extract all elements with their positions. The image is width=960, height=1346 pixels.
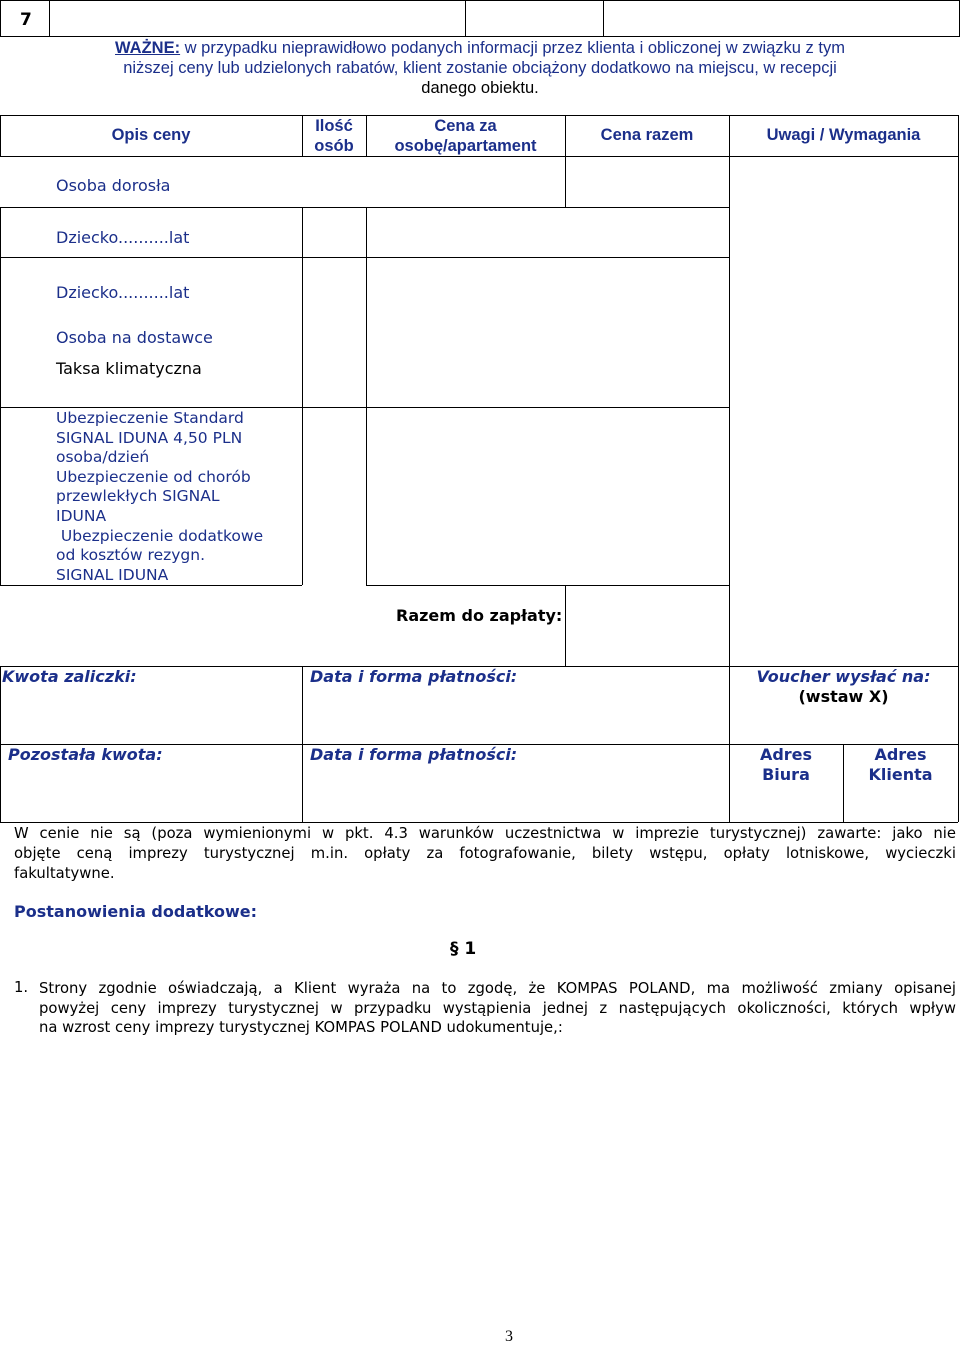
header-uwagi: Uwagi / Wymagania xyxy=(766,126,921,144)
pozostala-kwota-label: Pozostała kwota: xyxy=(8,745,163,764)
row-osoba-dorosla: Osoba dorosła xyxy=(56,176,171,195)
warning-line-2: niższej ceny lub udzielonych rabatów, klient zostanie obciążony dodatkowo na miejscu, w recepcji xyxy=(123,59,837,77)
item-1-number: 1. xyxy=(14,979,29,996)
data-forma-platnosci-2-label: Data i forma płatności: xyxy=(310,745,518,764)
data-forma-platnosci-1-label: Data i forma płatności: xyxy=(310,667,518,686)
exclusions-note: W cenie nie są (poza wymienionymi w pkt. 4.3 warunków uczestnictwa w imprezie turystycznej) zawarte: jako nie objęte ceną imprezy turystycznej m.in. opłaty za fotografowanie, bilety wstępu, opłaty lotniskowe, wycieczki fakultatywne. xyxy=(14,825,956,882)
header-ilosc-osob: Ilość osób xyxy=(314,117,354,155)
warning-line-3: danego obiektu. xyxy=(421,79,539,97)
header-cena-razem: Cena razem xyxy=(600,126,694,144)
razem-do-zaplaty-label: Razem do zapłaty: xyxy=(396,606,563,625)
adres-biura-option[interactable]: Adres Biura xyxy=(759,745,813,784)
row-dziecko-2: Dziecko..........lat xyxy=(56,283,190,302)
row-ubezpieczenia: Ubezpieczenie Standard SIGNAL IDUNA 4,50 PLN osoba/dzień Ubezpieczenie od chorób przewlekłych SIGNAL IDUNA Ubezpieczenie dodatkowe od kosztów rezygn. SIGNAL IDUNA xyxy=(56,409,264,584)
header-opis-ceny: Opis ceny xyxy=(111,126,191,144)
item-1-text: Strony zgodnie oświadczają, a Klient wyraża na to zgodę, że KOMPAS POLAND, ma możliwość zmiany opisanej powyżej ceny imprezy turystycznej w przypadku wystąpienia jednej z następujących okoliczności, których wpływ na wzrost ceny imprezy turystycznej KOMPAS POLAND udokumentuje,: xyxy=(39,980,956,1036)
voucher-label: Voucher wysłać na: (wstaw X) xyxy=(756,667,931,706)
row-osoba-na-dostawce: Osoba na dostawce xyxy=(56,328,213,347)
postanowienia-heading: Postanowienia dodatkowe: xyxy=(14,902,258,921)
warning-label: WAŻNE: xyxy=(115,39,181,57)
header-cena-za-osobe: Cena za osobę/apartament xyxy=(394,117,537,155)
row-taksa-klimatyczna: Taksa klimatyczna xyxy=(56,359,202,378)
warning-notice xyxy=(0,38,960,98)
page-number: 3 xyxy=(505,1328,513,1345)
warning-line-1: w przypadku nieprawidłowo podanych informacji przez klienta i obliczonej w związku z tym xyxy=(180,39,845,57)
paragraph-1-heading: § 1 xyxy=(450,939,477,959)
page-corner-number: 7 xyxy=(20,10,32,30)
row-dziecko-1: Dziecko..........lat xyxy=(56,228,190,247)
kwota-zaliczki-label: Kwota zaliczki: xyxy=(2,667,137,686)
adres-klienta-option[interactable]: Adres Klienta xyxy=(868,745,933,784)
